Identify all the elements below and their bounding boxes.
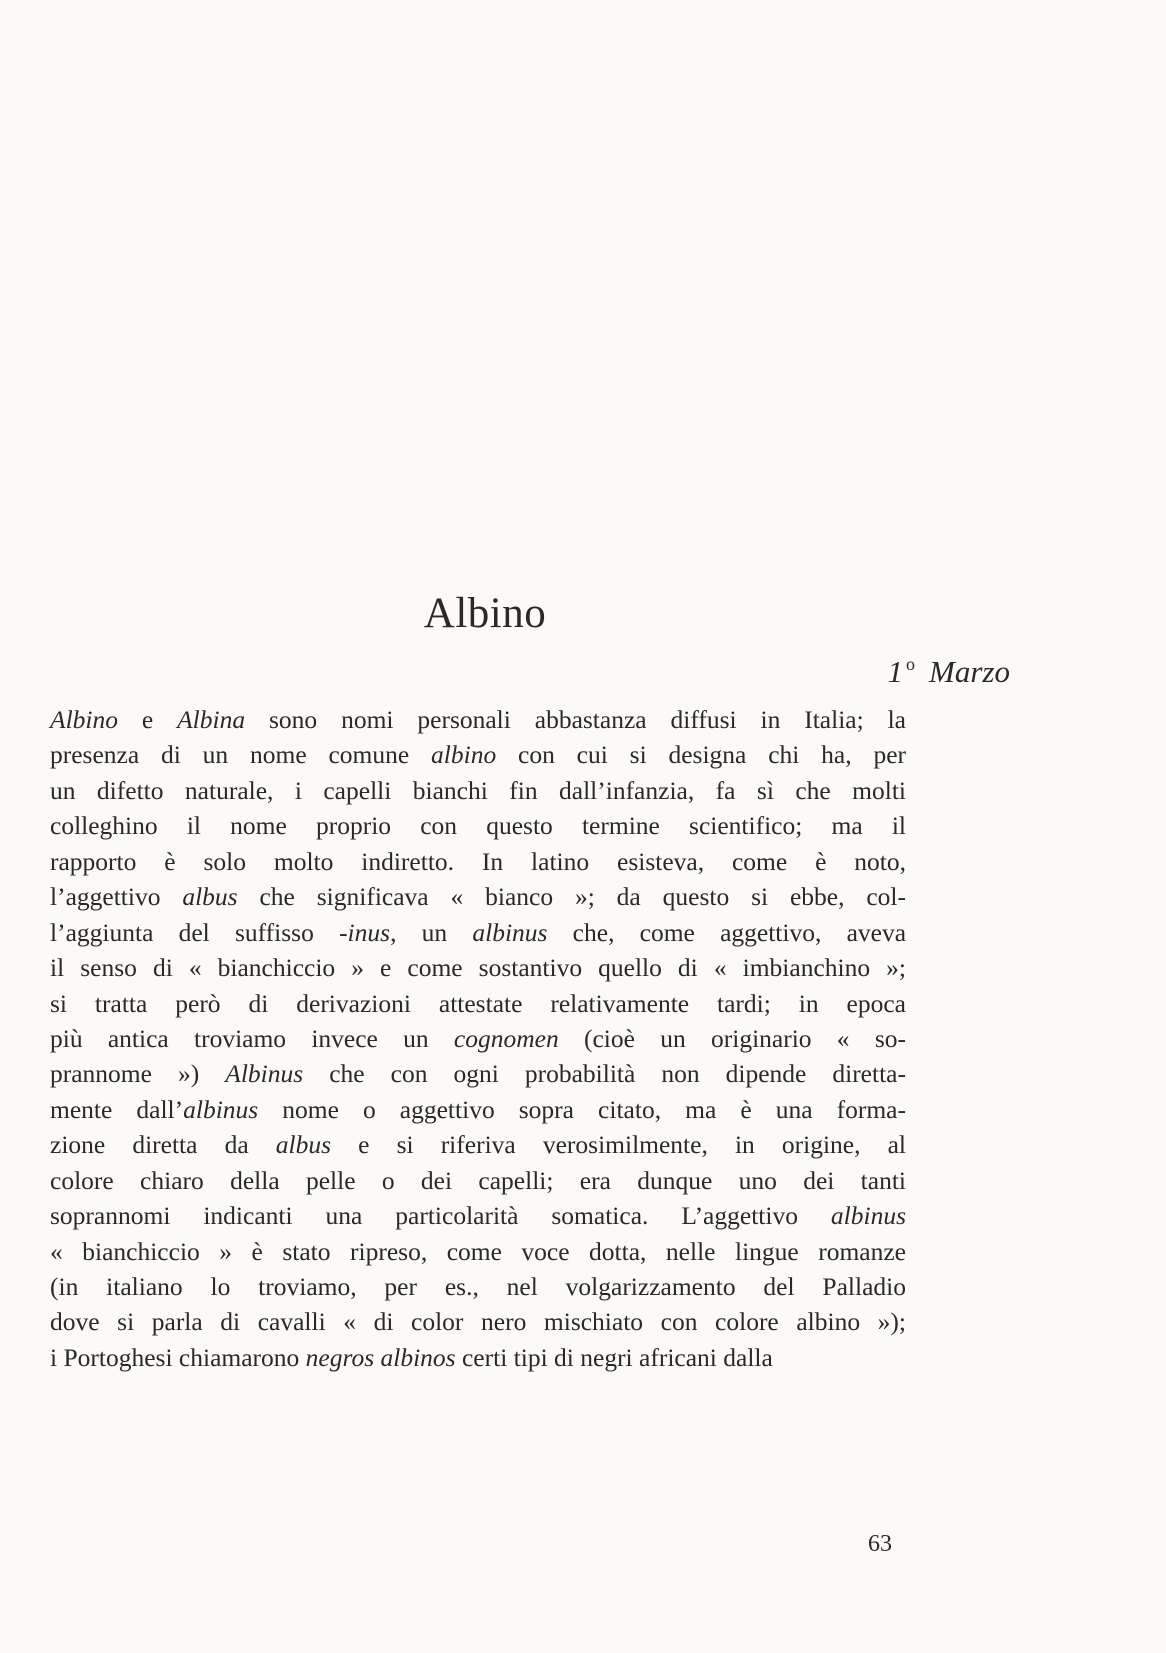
text-line (50, 1021, 906, 1056)
italic-term: albinus (472, 917, 548, 947)
date-ordinal: o (906, 654, 916, 674)
text-line (50, 1340, 906, 1375)
text-run: zione diretta da (50, 1130, 276, 1160)
italic-term: Albinus (225, 1059, 304, 1089)
date-month: Marzo (929, 654, 1010, 689)
text-run: mente dall’ (50, 1094, 184, 1124)
italic-term: Albina (177, 705, 246, 734)
italic-term: albinus (183, 1094, 259, 1124)
feast-date (888, 655, 1010, 687)
italic-term: albus (182, 882, 238, 912)
text-line (50, 702, 906, 737)
text-run: presenza di un nome comune (50, 740, 432, 770)
text-run: i Portoghesi chiamarono (50, 1342, 306, 1372)
text-line (50, 1269, 906, 1304)
text-run: « bianchiccio » è stato ripreso, come voce dotta, nelle lingue romanze (50, 1236, 906, 1266)
text-line (50, 737, 906, 772)
date-day: 1 (887, 654, 904, 689)
text-run: , un (390, 917, 473, 947)
text-run: prannome ») (50, 1059, 226, 1089)
text-run: il senso di « bianchiccio » e come sostantivo quello di « imbianchino »; (50, 953, 906, 983)
text-run: si tratta però di derivazioni attestate relativamente tardi; in epoca (50, 988, 906, 1018)
text-line (50, 986, 906, 1021)
text-run: che con ogni probabilità non dipende diretta- (303, 1059, 906, 1089)
body-text (50, 702, 906, 1375)
text-run: rapporto è solo molto indiretto. In latino esisteva, come è noto, (50, 846, 906, 876)
text-line (50, 1198, 906, 1233)
text-line (50, 808, 906, 843)
text-line (50, 773, 906, 808)
italic-term: -inus (339, 917, 391, 947)
text-run: che, come aggettivo, aveva (547, 917, 907, 947)
text-line (50, 1092, 906, 1127)
text-run: che significava « bianco »; da questo si ebbe, col- (237, 882, 906, 912)
italic-term: Albino (50, 705, 118, 734)
text-run: l’aggettivo (50, 882, 183, 912)
text-line (50, 1127, 906, 1162)
italic-term: albus (275, 1130, 332, 1160)
text-run: colore chiaro della pelle o dei capelli; era dunque uno dei tanti (50, 1165, 906, 1195)
text-run: soprannomi indicanti una particolarità somatica. L’aggettivo (50, 1201, 831, 1231)
text-run: dove si parla di cavalli « di color nero mischiato con colore albino »); (50, 1307, 906, 1337)
italic-term: cognomen (453, 1023, 559, 1053)
text-line (50, 1056, 906, 1091)
text-run: nome o aggettivo sopra citato, ma è una forma- (258, 1094, 906, 1124)
text-line (50, 915, 906, 950)
text-run: un difetto naturale, i capelli bianchi fin dall’infanzia, fa sì che molti (50, 775, 906, 805)
text-run: certi tipi di negri africani dalla (455, 1342, 773, 1372)
italic-term: albino (431, 740, 497, 770)
italic-term: negros albinos (305, 1342, 456, 1372)
text-run: (cioè un originario « so- (558, 1023, 906, 1053)
text-line (50, 1234, 906, 1269)
text-line (50, 1304, 906, 1339)
text-line (50, 879, 906, 914)
text-run: (in italiano lo troviamo, per es., nel volgarizzamento del Palladio (50, 1272, 906, 1301)
page-number: 63 (868, 1531, 892, 1557)
text-run: l’aggiunta del suffisso (50, 917, 340, 947)
text-run: e (118, 705, 178, 734)
text-run: più antica troviamo invece un (50, 1023, 454, 1053)
text-run: colleghino il nome proprio con questo termine scientifico; ma il (50, 811, 906, 841)
text-run: e si riferiva verosimilmente, in origine, al (331, 1130, 907, 1160)
page-title: Albino (423, 590, 547, 637)
text-line (50, 1163, 906, 1198)
text-run: con cui si designa chi ha, per (496, 740, 907, 770)
text-line (50, 950, 906, 985)
italic-term: albinus (830, 1201, 906, 1231)
text-run: sono nomi personali abbastanza diffusi in Italia; la (245, 705, 906, 734)
text-line (50, 844, 906, 879)
